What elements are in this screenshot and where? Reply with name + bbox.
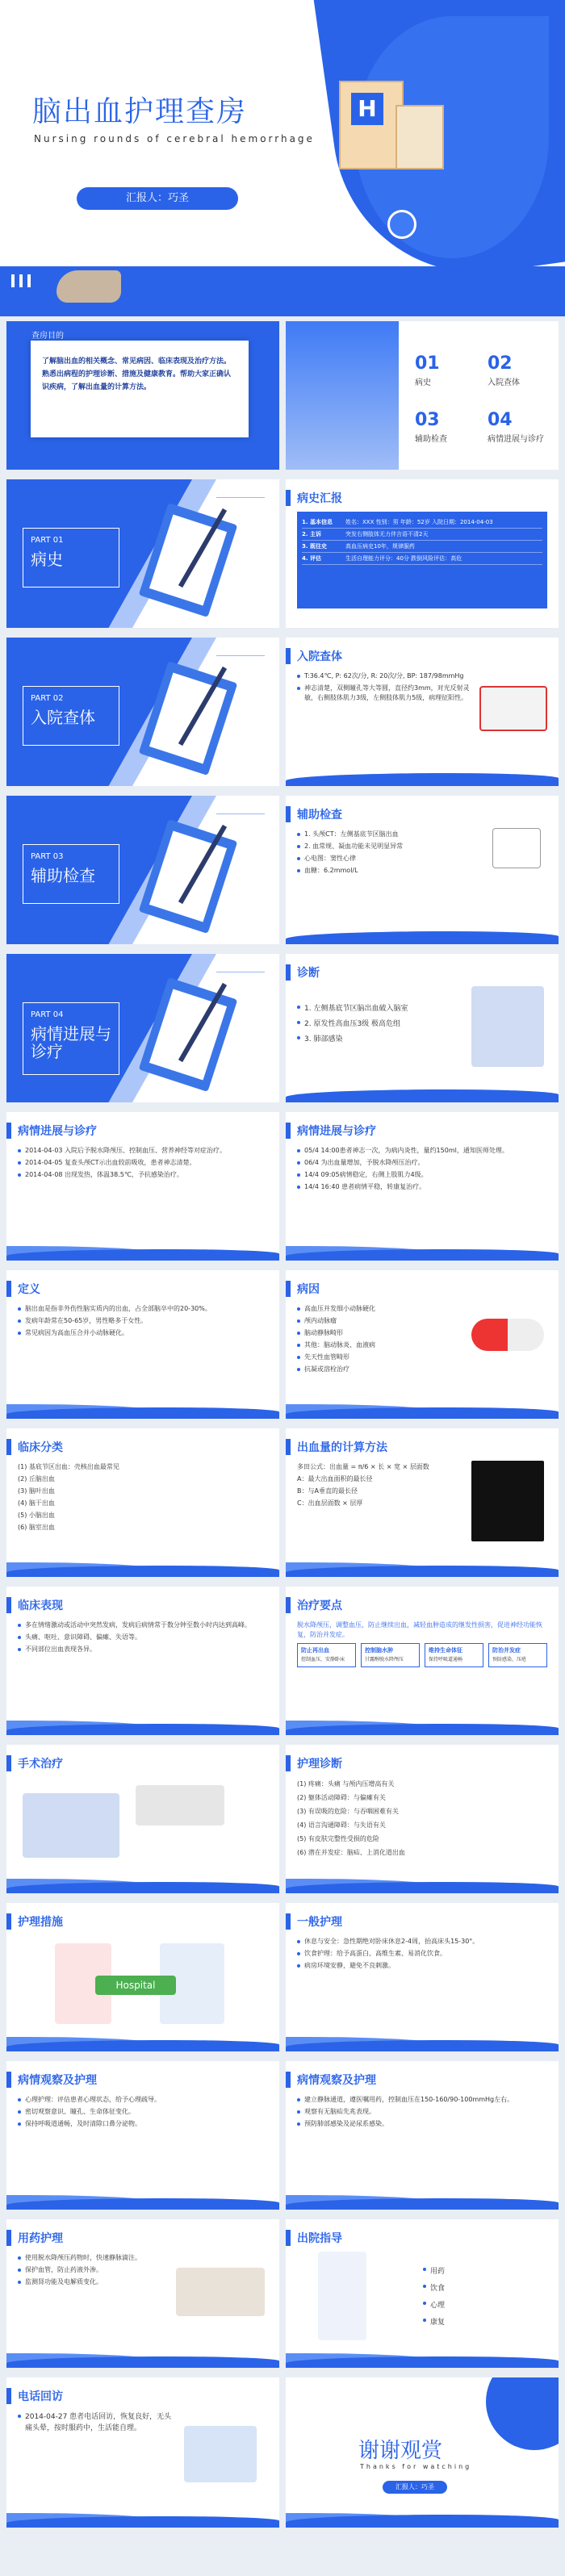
toc-item-2[interactable]: 02 入院查体	[488, 353, 520, 387]
list-item: 使用脱水降颅压药物时，快速静脉滴注。	[25, 2254, 141, 2261]
treatment-col: 防止再出血 控制血压，安静卧床	[297, 1643, 356, 1667]
ct-scan-image	[471, 1461, 544, 1541]
slide-title: 病因	[297, 1283, 320, 1296]
list-item: 先天性血管畸形	[304, 1353, 349, 1361]
slide-etiology	[286, 1270, 559, 1419]
list-item: 血糖：6.2mmol/L	[304, 867, 358, 874]
cover-reporter: 汇报人：巧圣	[77, 187, 238, 210]
table-row: 2. 主诉 突发右侧肢体无力伴言语不清2天	[302, 529, 542, 541]
treatment-col: 控制脑水肿 甘露醇脱水降颅压	[361, 1643, 420, 1667]
cover-slide	[0, 0, 565, 316]
slide-title: 电话回访	[18, 2390, 63, 2403]
list-item: 3. 肺部感染	[304, 1035, 343, 1043]
treatment-col: 维持生命体征 保持呼吸道通畅	[425, 1643, 483, 1667]
hospital-illustration	[315, 56, 452, 194]
list-item: (4) 语言沟通障碍：与失语有关	[297, 1821, 386, 1829]
cover-title: 脑出血护理查房	[32, 95, 248, 128]
ending-subtitle: Thanks for watching	[360, 2463, 472, 2470]
slide-goal	[6, 321, 279, 470]
slide-discharge	[286, 2219, 559, 2368]
molecule-decoration	[216, 972, 265, 996]
list-item: (2) 躯体活动障碍：与偏瘫有关	[297, 1794, 386, 1801]
slide-toc	[286, 321, 559, 470]
doctor-illustration	[471, 986, 544, 1067]
list-item: 1. 左侧基底节区脑出血破入脑室	[304, 1005, 408, 1013]
list-item: 14/4 16:40 患者病情平稳，转康复治疗。	[304, 1183, 426, 1190]
section-name: 辅助检查	[31, 866, 95, 885]
list-item: (5) 小脑出血	[18, 1512, 55, 1519]
list-item: 1. 头颅CT：左侧基底节区脑出血	[304, 830, 399, 838]
slide-title: 病情观察及护理	[297, 2074, 376, 2087]
slide-title: 诊断	[297, 967, 320, 980]
toc-item-1[interactable]: 01 病史	[415, 353, 440, 387]
list-item: 心电图：窦性心律	[304, 855, 356, 862]
slide-admission	[286, 638, 559, 786]
slide-title: 病情进展与诊疗	[18, 1125, 97, 1138]
treatment-col: 防治并发症 预防感染、压疮	[488, 1643, 547, 1667]
slide-title: 手术治疗	[18, 1758, 63, 1771]
molecule-decoration	[216, 497, 265, 521]
shoe-illustration	[56, 270, 121, 303]
goal-text: 了解脑出血的相关概念、常见病因、临床表现及治疗方法。熟悉出病程的护理诊断、措施及健康教育。帮助大家正确认识疾病，了解出血量的计算方法。	[31, 341, 249, 437]
list-item: 05/4 14:00患者神志一次，为病内炎性，量约150ml，通知医师处理。	[304, 1147, 508, 1154]
list-item: 不同部位出血表现各异。	[25, 1646, 96, 1653]
slide-volume	[286, 1428, 559, 1577]
list-item: (3) 有误吸的危险：与吞咽困难有关	[297, 1808, 399, 1815]
list-item: 预防肺部感染及泌尿系感染。	[304, 2120, 388, 2127]
list-item: 密切观察意识、瞳孔、生命体征变化。	[25, 2108, 135, 2115]
section-part-label: PART 04	[31, 1010, 64, 1019]
slide-progress-1	[6, 1112, 279, 1261]
list-item: C：出血层面数 × 层厚	[297, 1499, 363, 1507]
section-part-02	[6, 638, 279, 786]
slide-medication	[6, 2219, 279, 2368]
cover-subtitle: Nursing rounds of cerebral hemorrhage	[34, 133, 315, 144]
list-item: 2014-04-05 复查头颅CT示出血较前吸收，患者神志清楚。	[25, 1159, 196, 1166]
list-item: 2014-04-03 入院后予脱水降颅压、控制血压、营养神经等对症治疗。	[25, 1147, 227, 1154]
list-item: 心理护理：评估患者心理状态，给予心理疏导。	[25, 2096, 161, 2103]
section-part-04	[6, 954, 279, 1102]
slide-observation-1	[6, 2061, 279, 2210]
list-item: (1) 疼痛：头痛 与颅内压增高有关	[297, 1780, 395, 1788]
slide-history	[286, 479, 559, 628]
section-part-03	[6, 796, 279, 944]
list-item: 脑出血是指非外伤性脑实质内的出血，占全部脑卒中的20-30%。	[25, 1305, 211, 1312]
slide-classification	[6, 1428, 279, 1577]
goal-label: 查房目的	[19, 329, 76, 344]
slide-title: 护理诊断	[297, 1758, 342, 1771]
ending-title: 谢谢观赏	[358, 2439, 443, 2463]
list-item: 颅内动脉瘤	[304, 1317, 337, 1324]
pill-capsule-icon	[471, 1319, 544, 1351]
table-row: 3. 既往史 高血压病史10年，规律服药	[302, 541, 542, 553]
hand-pills-image	[176, 2268, 265, 2316]
telephone-icon	[184, 2426, 257, 2482]
list-item: 饮食	[430, 2285, 446, 2293]
treatment-intro: 脱水降颅压，调整血压，防止继续出血，减轻血肿造成的继发性损害，促进神经功能恢复，防治并发症。	[297, 1621, 542, 1638]
slide-title: 出血量的计算方法	[297, 1441, 387, 1454]
slide-auxiliary	[286, 796, 559, 944]
slide-measures	[6, 1903, 279, 2051]
section-part-label: PART 02	[31, 694, 64, 703]
list-item: 多田公式：出血量 = π/6 × 长 × 宽 × 层面数	[297, 1463, 429, 1470]
table-row: 1. 基本信息 姓名：XXX 性别：男 年龄：52岁 入院日期：2014-04-03	[302, 516, 542, 529]
list-item: (6) 潜在并发症：脑疝、上消化道出血	[297, 1849, 405, 1856]
slide-title: 护理措施	[18, 1916, 63, 1929]
list-item: 神志清楚，双侧瞳孔等大等圆，直径约3mm，对光反射灵敏，右侧肢体肌力3级，左侧肢体肌力5级，病理征阳性。	[304, 684, 470, 701]
molecule-decoration	[216, 813, 265, 838]
slide-treatment	[286, 1587, 559, 1735]
globe-icon	[387, 210, 416, 239]
slide-diagnosis	[286, 954, 559, 1102]
toc-item-3[interactable]: 03 辅助检查	[415, 410, 447, 444]
slide-progress-2	[286, 1112, 559, 1261]
list-item: 抗凝或溶栓治疗	[304, 1365, 349, 1373]
section-part-label: PART 03	[31, 852, 64, 861]
slide-title: 一般护理	[297, 1916, 342, 1929]
surgical-tools-image	[136, 1785, 224, 1825]
table-row: 4. 评估 生活自理能力评分：40分 跌倒风险评估：高危	[302, 553, 542, 565]
slide-title: 病情观察及护理	[18, 2074, 97, 2087]
list-item: 观察有无脑疝先兆表现。	[304, 2108, 375, 2115]
section-name: 病情进展与诊疗	[31, 1024, 111, 1061]
list-item: 其他：脑动脉炎、血液病	[304, 1341, 375, 1349]
doctor-illustration	[318, 2252, 366, 2340]
list-item: 发病年龄常在50-65岁，男性略多于女性。	[25, 1317, 148, 1324]
slide-surgery	[6, 1745, 279, 1893]
slide-title: 治疗要点	[297, 1600, 342, 1612]
treatment-columns	[297, 1643, 547, 1667]
ambulance-icon	[479, 686, 547, 731]
slide-title: 辅助检查	[297, 809, 342, 822]
list-item: 头痛、呕吐、意识障碍、偏瘫、失语等。	[25, 1633, 141, 1641]
list-item: (6) 脑室出血	[18, 1524, 55, 1531]
slide-title: 入院查体	[297, 650, 342, 663]
list-item: 康复	[430, 2319, 446, 2327]
list-item: (1) 基底节区出血：壳核出血最常见	[18, 1463, 119, 1470]
list-item: 保持呼吸道通畅，及时清除口鼻分泌物。	[25, 2120, 141, 2127]
slide-title: 临床分类	[18, 1441, 63, 1454]
list-item: 2. 原发性高血压3级 极高危组	[304, 1020, 401, 1028]
list-item: 病房环境安静，避免不良刺激。	[304, 1962, 395, 1969]
list-item: 06/4 为出血量增加，予脱水降颅压治疗。	[304, 1159, 425, 1166]
list-item: 2014-04-27 患者电话回访，恢复良好，无头痛头晕，按时服药中，生活能自理。	[25, 2413, 172, 2432]
list-item: (5) 有皮肤完整性受损的危险	[297, 1835, 379, 1842]
toc-item-4[interactable]: 04 病情进展与诊疗	[488, 410, 544, 444]
list-item: 饮食护理：给予高蛋白、高维生素、易消化饮食。	[304, 1950, 446, 1957]
list-item: 建立静脉通道，遵医嘱用药，控制血压在150-160/90-100mmHg左右。	[304, 2096, 514, 2103]
list-item: 2014-04-08 出现发热，体温38.5℃，予抗感染治疗。	[25, 1171, 183, 1178]
ending-reporter: 汇报人：巧圣	[383, 2481, 447, 2494]
list-item: 14/4 09:05病情稳定，右侧上肢肌力4级。	[304, 1171, 428, 1178]
slide-observation-2	[286, 2061, 559, 2210]
list-item: 心理	[430, 2302, 446, 2310]
list-item: 多在情绪激动或活动中突然发病，发病后病情常于数分钟至数小时内达到高峰。	[25, 1621, 251, 1629]
slide-followup	[6, 2377, 279, 2528]
list-item: B：与A垂直的最长径	[297, 1487, 358, 1495]
list-item: 脑动静脉畸形	[304, 1329, 343, 1336]
section-part-label: PART 01	[31, 536, 64, 545]
slide-nursing-dx	[286, 1745, 559, 1893]
hospital-h-icon: H	[351, 93, 383, 125]
molecule-decoration	[216, 655, 265, 680]
list-item: T:36.4℃, P: 62次/分, R: 20次/分, BP: 187/98mmHg	[304, 672, 464, 680]
list-item: 高血压并发细小动脉硬化	[304, 1305, 375, 1312]
band-stripes	[11, 274, 31, 287]
slide-general	[286, 1903, 559, 2051]
list-item: (3) 脑叶出血	[18, 1487, 55, 1495]
slide-symptoms	[6, 1587, 279, 1735]
list-item: 保护血管，防止药液外渗。	[25, 2266, 103, 2273]
surgery-photo	[23, 1793, 119, 1858]
section-name: 病史	[31, 550, 63, 569]
list-item: 常见病因为高血压合并小动脉硬化。	[25, 1329, 128, 1336]
hospital-banner: Hospital	[95, 1976, 176, 1995]
eye-chart-icon	[492, 828, 541, 868]
list-item: (4) 脑干出血	[18, 1499, 55, 1507]
list-item: A：最大出血面积的最长径	[297, 1475, 373, 1482]
slide-title: 出院指导	[297, 2232, 342, 2245]
list-item: (2) 丘脑出血	[18, 1475, 55, 1482]
list-item: 用药	[430, 2268, 446, 2276]
slide-definition	[6, 1270, 279, 1419]
slide-ending	[286, 2377, 559, 2528]
history-table	[297, 512, 547, 608]
section-part-01	[6, 479, 279, 628]
slide-title: 病史汇报	[297, 492, 342, 505]
toc-image	[286, 321, 399, 470]
list-item: 2. 血常规、凝血功能未见明显异常	[304, 843, 404, 850]
section-name: 入院查体	[31, 708, 95, 727]
slide-title: 用药护理	[18, 2232, 63, 2245]
slide-title: 病情进展与诊疗	[297, 1125, 376, 1138]
slide-title: 定义	[18, 1283, 40, 1296]
list-item: 监测肾功能及电解质变化。	[25, 2278, 103, 2285]
list-item: 休息与安全：急性期绝对卧床休息2-4周，抬高床头15-30°。	[304, 1938, 479, 1945]
slide-title: 临床表现	[18, 1600, 63, 1612]
